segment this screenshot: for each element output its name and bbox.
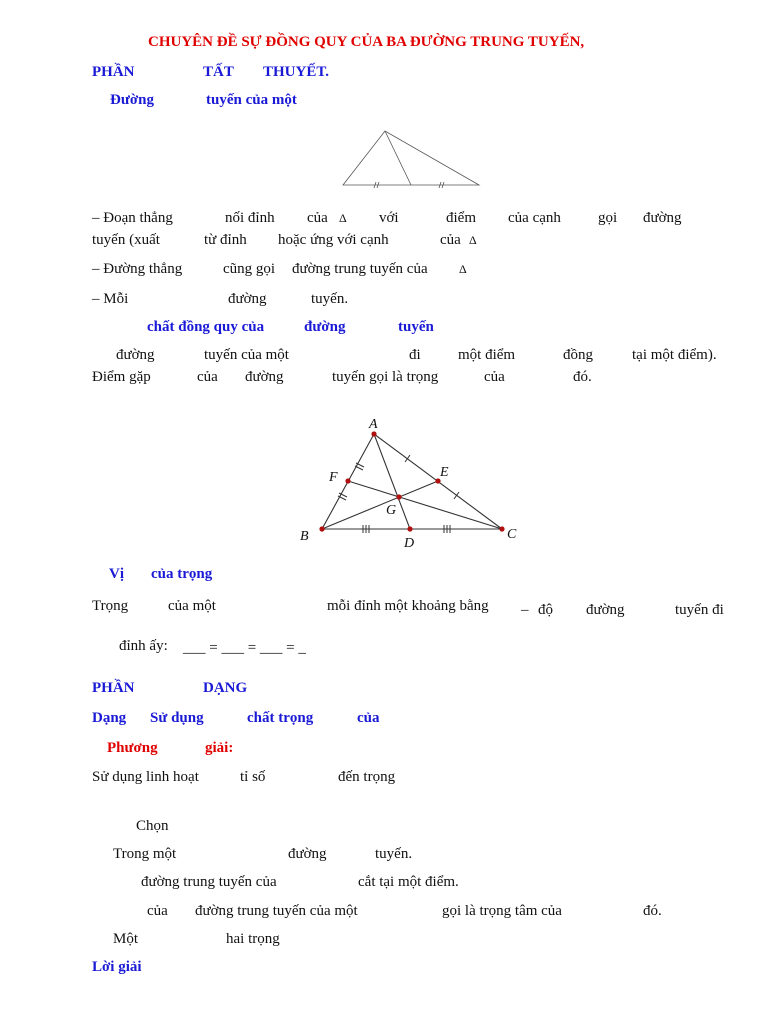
text-run: – Mỗi [92, 291, 129, 307]
section1-word: Đường [110, 92, 154, 108]
text-run: đường [245, 369, 284, 385]
point-g [396, 494, 401, 499]
solution-heading: Lời giải [92, 959, 142, 975]
median-be [322, 481, 438, 529]
part1-label: PHẦN [92, 64, 135, 80]
text-run: tại một điểm). [632, 347, 717, 363]
section2-word: chất đồng quy của [147, 319, 265, 335]
text-run: Trong một [113, 846, 177, 862]
section3-word: của trọng [151, 566, 213, 582]
label-e: E [440, 465, 449, 480]
text-run: đi [409, 347, 421, 363]
text-run: hai trọng [226, 931, 280, 947]
text-run: Một [113, 931, 139, 947]
point-d [407, 526, 412, 531]
text-run: của [147, 903, 168, 919]
tick-mark [405, 455, 410, 462]
choose-label: Chọn [136, 818, 169, 834]
point-b [319, 526, 324, 531]
text-run: của [197, 369, 218, 385]
text-run: nối đỉnh [225, 210, 275, 226]
text-run: hoặc ứng với cạnh [278, 232, 389, 248]
point-f [345, 478, 350, 483]
text-run: đến trọng [338, 769, 396, 785]
text-run: của [484, 369, 505, 385]
label-g: G [386, 503, 397, 518]
text-run: tuyến của một [204, 347, 289, 363]
section3-word: Vị [109, 566, 124, 582]
text-run: tuyến gọi là trọng [332, 369, 439, 385]
text-run: đó. [573, 369, 592, 385]
method-word: giải: [205, 740, 234, 756]
text-run: của [440, 232, 461, 248]
text-run: với [379, 210, 399, 226]
text-run: từ đỉnh [204, 232, 247, 248]
text-run: gọi [598, 210, 618, 226]
text-run: cũng gọi [223, 261, 276, 277]
text-run: của [307, 210, 328, 226]
part1-word: THUYẾT. [263, 64, 329, 80]
label-c: C [507, 527, 517, 542]
text-run: một điểm [458, 347, 516, 363]
text-run: tuyến đi [675, 602, 724, 618]
text-run: của cạnh [508, 210, 561, 226]
text-run: độ [538, 602, 553, 618]
tick-mark [454, 492, 459, 499]
type1-word: Sử dụng [150, 710, 204, 726]
section2-word: tuyến [398, 319, 434, 335]
text-run: tuyến (xuất [92, 232, 160, 248]
text-run: đường [228, 291, 267, 307]
label-a: A [369, 417, 378, 432]
text-run: – Đoạn thẳng [92, 210, 173, 226]
text-run: đường trung tuyến của một [195, 903, 358, 919]
ratio-formula: ___ = ___ = ___ = _ [183, 640, 306, 656]
text-run: Điểm gặp [92, 369, 151, 385]
section2-word: đường [304, 319, 346, 335]
section1-word: tuyến của một [206, 92, 297, 108]
text-run: tỉ số [240, 769, 266, 785]
text-run: gọi là trọng tâm của [442, 903, 562, 919]
text-run: đồng [563, 347, 593, 363]
text-run: đường [643, 210, 682, 226]
part1-word: TẤT [203, 64, 234, 80]
text-run: Trọng [92, 598, 129, 614]
point-c [499, 526, 504, 531]
text-run: mỗi đỉnh một khoảng bằng [327, 598, 489, 614]
text-run: đó. [643, 903, 662, 919]
text-run: đường [116, 347, 155, 363]
type1-word: của [357, 710, 380, 726]
label-d: D [404, 536, 415, 551]
document-title: CHUYÊN ĐỀ SỰ ĐỒNG QUY CỦA BA ĐƯỜNG TRUNG TUYẾN, [148, 34, 585, 50]
part2-word: DẠNG [203, 680, 248, 696]
tick-mark [355, 466, 363, 470]
triangle-symbol: Δ [459, 262, 467, 276]
text-run: Sử dụng linh hoạt [92, 769, 199, 785]
method-word: Phương [107, 740, 158, 756]
label-b: B [300, 529, 309, 544]
part2-label: PHẦN [92, 680, 135, 696]
text-run: đường [586, 602, 625, 618]
median-cf [348, 481, 502, 529]
text-run: đường trung tuyến của [141, 874, 277, 890]
triangle-symbol: Δ [469, 233, 477, 247]
text-run: – Đường thẳng [92, 261, 183, 277]
text-run: – [521, 602, 529, 618]
label-f: F [329, 470, 338, 485]
type1-word: Dạng [92, 710, 127, 726]
triangle-symbol: Δ [339, 211, 347, 225]
text-run: cắt tại một điểm. [358, 874, 459, 890]
text-run: tuyến. [375, 846, 413, 862]
text-run: đỉnh ấy: [119, 638, 168, 654]
text-run: điểm [446, 210, 476, 226]
text-run: đường trung tuyến của [292, 261, 428, 277]
text-run: đường [288, 846, 327, 862]
text-run: của một [168, 598, 216, 614]
point-a [371, 431, 376, 436]
type1-word: chất trọng [247, 710, 314, 726]
text-run: tuyến. [311, 291, 349, 307]
